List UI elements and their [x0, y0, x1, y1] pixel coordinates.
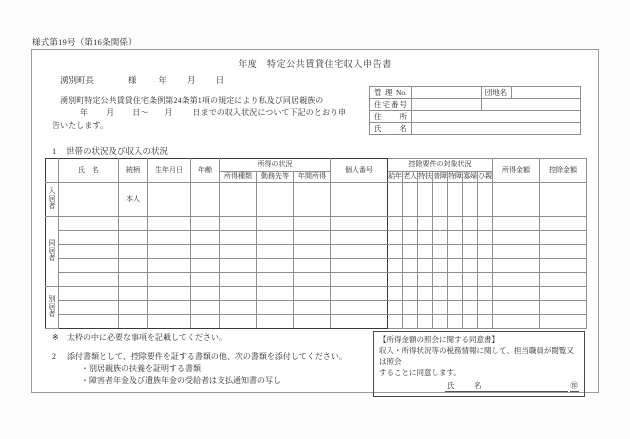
cell-income-amount[interactable] [493, 273, 540, 287]
consent-name-input[interactable] [490, 382, 568, 392]
cell-annual-income[interactable] [294, 217, 331, 231]
cell-mynumber[interactable] [331, 301, 388, 315]
consent-signature-row [379, 381, 579, 393]
cell-deduction[interactable] [403, 315, 418, 329]
cell-age[interactable] [191, 183, 220, 217]
info-row-jutaku [370, 99, 581, 111]
period-start-day[interactable]: 日〜 [132, 108, 149, 118]
cell-deduction[interactable] [463, 301, 478, 315]
cell-income-type[interactable] [220, 315, 257, 329]
period-start-year[interactable]: 年 [80, 108, 89, 118]
cell-age[interactable] [191, 231, 220, 245]
cell-income-amount[interactable] [493, 259, 540, 273]
shimei-value[interactable] [412, 123, 581, 135]
date-month-label[interactable]: 月 [187, 75, 196, 85]
cell-employer[interactable] [257, 231, 294, 245]
table-row [46, 273, 587, 287]
document-title: 年度 特定公共賃貸住宅収入申告書 [238, 59, 392, 69]
cell-deduction[interactable] [463, 259, 478, 273]
cell-mynumber[interactable] [331, 315, 388, 329]
note-2-text: 添付書類として、控除要件を証する書類の他、次の書類を添付してください。 [67, 352, 347, 361]
cell-deduction[interactable] [448, 231, 463, 245]
cell-birthdate[interactable] [148, 315, 191, 329]
cell-birthdate[interactable] [148, 273, 191, 287]
danchi-value-cont[interactable] [481, 99, 581, 111]
cell-deduction[interactable] [388, 273, 403, 287]
section-1-heading [52, 145, 168, 157]
form-sheet [31, 49, 599, 393]
consent-name-label: 氏 名 [445, 381, 490, 393]
cell-deduction[interactable] [388, 315, 403, 329]
notes-spacer [52, 344, 352, 351]
col-deduction-kafu-header: 寡婦 [463, 172, 478, 183]
cell-age[interactable] [191, 315, 220, 329]
addressee-honorific: 様 [128, 75, 137, 85]
cell-income-amount[interactable] [493, 245, 540, 259]
cell-annual-income[interactable] [294, 301, 331, 315]
cell-deduction[interactable] [388, 287, 403, 301]
cell-employer[interactable] [257, 287, 294, 301]
cell-deduction[interactable] [478, 245, 493, 259]
cell-income-amount[interactable] [493, 231, 540, 245]
group-char: 居 [48, 246, 56, 255]
household-table-wrap [45, 158, 587, 329]
cell-relation[interactable] [119, 273, 148, 287]
col-deduction-tokufu-header: 特扶 [418, 172, 433, 183]
note-1 [52, 332, 352, 344]
cell-deduction-amount[interactable] [540, 315, 587, 329]
cell-name[interactable] [59, 217, 119, 231]
note-1-text: 太枠の中に必要な事項を記載してください。 [67, 333, 227, 342]
table-body [46, 183, 587, 329]
cell-deduction[interactable] [463, 287, 478, 301]
cell-deduction[interactable] [463, 183, 478, 217]
group-label-dokyosha [46, 217, 59, 287]
cell-income-amount[interactable] [493, 301, 540, 315]
cell-income-type[interactable] [220, 287, 257, 301]
jusho-value[interactable] [412, 111, 581, 123]
statement-line-2 [52, 107, 372, 119]
col-name-header: 氏 名 [59, 159, 119, 183]
cell-income-type[interactable] [220, 231, 257, 245]
col-deduction-hitorioya-header: ひ親 [478, 172, 493, 183]
form-number: 様式第19号（第16条関係） [32, 37, 137, 47]
statement-paragraph [52, 95, 372, 132]
cell-deduction[interactable] [448, 259, 463, 273]
period-end-rest: 日までの収入状況について下記のとおり申 [192, 108, 347, 118]
cell-mynumber[interactable] [331, 259, 388, 273]
danchi-value[interactable] [511, 87, 581, 99]
col-deduction-rojin-header: 老人 [403, 172, 418, 183]
cell-relation[interactable] [119, 301, 148, 315]
cell-age[interactable] [191, 273, 220, 287]
cell-deduction[interactable] [448, 301, 463, 315]
group-char: 居 [48, 194, 56, 203]
cell-deduction[interactable] [418, 301, 433, 315]
group-char: 者 [48, 202, 56, 211]
cell-relation[interactable] [119, 287, 148, 301]
group-char: 入 [48, 186, 56, 195]
cell-name[interactable] [59, 183, 119, 217]
cell-deduction[interactable] [433, 231, 448, 245]
cell-income-amount[interactable] [493, 183, 540, 217]
cell-deduction[interactable] [403, 301, 418, 315]
cell-deduction[interactable] [433, 259, 448, 273]
header-row-1 [46, 159, 587, 172]
cell-income-type[interactable] [220, 301, 257, 315]
info-row-kanri [370, 87, 581, 99]
cell-deduction[interactable] [478, 217, 493, 231]
col-income-type-header: 所得種類 [220, 172, 257, 183]
cell-deduction[interactable] [403, 273, 418, 287]
consent-body-line-2: することに同意します。 [379, 367, 461, 377]
group-label-bekkyosha [46, 287, 59, 329]
col-income-amount-header: 所得金額 [493, 159, 540, 183]
cell-deduction[interactable] [448, 183, 463, 217]
cell-name[interactable] [59, 301, 119, 315]
cell-deduction[interactable] [418, 315, 433, 329]
cell-employer[interactable] [257, 273, 294, 287]
cell-deduction[interactable] [418, 231, 433, 245]
cell-name[interactable] [59, 315, 119, 329]
cell-deduction-amount[interactable] [540, 287, 587, 301]
section-1-number: 1 [52, 146, 57, 156]
cell-deduction[interactable] [418, 287, 433, 301]
cell-birthdate[interactable] [148, 287, 191, 301]
info-row-jusho [370, 111, 581, 123]
danchi-label: 団地名 [481, 87, 511, 99]
cell-deduction-amount[interactable] [540, 231, 587, 245]
cell-name[interactable] [59, 245, 119, 259]
cell-age[interactable] [191, 287, 220, 301]
cell-deduction[interactable] [478, 287, 493, 301]
period-end-month[interactable]: 月 [164, 108, 173, 118]
cell-income-amount[interactable] [493, 217, 540, 231]
jutaku-bango-label: 住宅番号 [370, 99, 412, 111]
seal-icon[interactable]: ㊞ [570, 381, 580, 393]
cell-relation[interactable] [119, 259, 148, 273]
cell-annual-income[interactable] [294, 287, 331, 301]
kanri-no-label: 管 理 No. [370, 87, 412, 99]
cell-birthdate[interactable] [148, 245, 191, 259]
cell-employer[interactable] [257, 315, 294, 329]
kanri-no-value[interactable] [412, 87, 482, 99]
cell-income-type[interactable] [220, 183, 257, 217]
period-start-month[interactable]: 月 [106, 108, 115, 118]
cell-mynumber[interactable] [331, 287, 388, 301]
table-row [46, 315, 587, 329]
cell-name[interactable] [59, 231, 119, 245]
household-income-table [45, 158, 587, 329]
cell-deduction-amount[interactable] [540, 273, 587, 287]
cell-employer[interactable] [257, 301, 294, 315]
group-char: 居 [48, 302, 56, 311]
cell-name[interactable] [59, 287, 119, 301]
cell-deduction[interactable] [388, 183, 403, 217]
cell-deduction[interactable] [388, 301, 403, 315]
table-head [46, 159, 587, 183]
cell-deduction[interactable] [478, 183, 493, 217]
cell-name[interactable] [59, 259, 119, 273]
cell-deduction[interactable] [388, 217, 403, 231]
cell-annual-income[interactable] [294, 231, 331, 245]
addressee-line [60, 74, 224, 86]
cell-annual-income[interactable] [294, 259, 331, 273]
col-deduction-kyunen-header: 給年 [388, 172, 403, 183]
cell-name[interactable] [59, 273, 119, 287]
cell-mynumber[interactable] [331, 183, 388, 217]
cell-deduction[interactable] [403, 259, 418, 273]
cell-income-type[interactable] [220, 217, 257, 231]
col-deduction-amount-header: 控除金額 [540, 159, 587, 183]
col-income-status-header: 所得の状況 [220, 159, 331, 172]
cell-deduction-amount[interactable] [540, 183, 587, 217]
jutaku-bango-value[interactable] [412, 99, 482, 111]
cell-age[interactable] [191, 259, 220, 273]
table-row [46, 245, 587, 259]
cell-deduction[interactable] [463, 245, 478, 259]
consent-title: 【所得金額の照会に関する同意書】 [379, 335, 499, 344]
cell-deduction[interactable] [478, 315, 493, 329]
cell-birthdate[interactable] [148, 301, 191, 315]
statement-line-1: 湧別町特定公共賃貸住宅条例第24条第1項の規定により私及び同居親族の [60, 96, 324, 105]
cell-birthdate[interactable] [148, 183, 191, 217]
cell-deduction[interactable] [478, 301, 493, 315]
cell-deduction[interactable] [448, 245, 463, 259]
cell-birthdate[interactable] [148, 217, 191, 231]
note-2 [52, 351, 352, 387]
cell-deduction[interactable] [403, 183, 418, 217]
table-row [46, 259, 587, 273]
cell-deduction[interactable] [448, 273, 463, 287]
table-row [46, 231, 587, 245]
property-info-table [369, 86, 581, 135]
group-char: 同 [48, 238, 56, 247]
cell-annual-income[interactable] [294, 315, 331, 329]
addressee-name: 湧別町長 [60, 75, 95, 85]
cell-deduction[interactable] [433, 183, 448, 217]
cell-age[interactable] [191, 217, 220, 231]
cell-deduction[interactable] [463, 273, 478, 287]
cell-deduction-amount[interactable] [540, 259, 587, 273]
cell-mynumber[interactable] [331, 273, 388, 287]
cell-deduction-amount[interactable] [540, 245, 587, 259]
group-char: 別 [48, 294, 56, 303]
col-group-header [46, 159, 59, 183]
cell-relation[interactable]: 本人 [119, 183, 148, 217]
col-annual-income-header: 年間所得 [294, 172, 331, 183]
cell-deduction[interactable] [403, 287, 418, 301]
cell-deduction[interactable] [478, 259, 493, 273]
cell-deduction[interactable] [463, 217, 478, 231]
cell-deduction[interactable] [448, 315, 463, 329]
cell-deduction[interactable] [418, 183, 433, 217]
cell-birthdate[interactable] [148, 231, 191, 245]
note-2-bullet: ・障害者年金及び遺族年金の受給者は支払通知書の写し [81, 376, 281, 385]
cell-income-amount[interactable] [493, 287, 540, 301]
cell-relation[interactable] [119, 315, 148, 329]
cell-employer[interactable] [257, 245, 294, 259]
note-2-bullet: ・別居親族の扶養を証明する書類 [81, 364, 201, 373]
consent-body-line-1: 収入・所得状況等の税務情報に関して、担当職員が閲覧又は照会 [379, 345, 574, 366]
cell-deduction[interactable] [403, 217, 418, 231]
cell-deduction[interactable] [448, 217, 463, 231]
cell-annual-income[interactable] [294, 183, 331, 217]
cell-relation[interactable] [119, 217, 148, 231]
cell-income-type[interactable] [220, 273, 257, 287]
col-employer-header: 勤務先等 [257, 172, 294, 183]
cell-deduction[interactable] [418, 259, 433, 273]
cell-deduction[interactable] [433, 217, 448, 231]
col-birthdate-header: 生年月日 [148, 159, 191, 183]
section-1-title: 世帯の状況及び収入の状況 [66, 146, 169, 156]
cell-deduction[interactable] [463, 231, 478, 245]
shimei-label: 氏 名 [370, 123, 412, 135]
cell-deduction[interactable] [433, 273, 448, 287]
cell-mynumber[interactable] [331, 231, 388, 245]
note-1-mark: ※ [52, 333, 59, 342]
col-mynumber-header: 個人番号 [331, 159, 388, 183]
consent-box [373, 331, 585, 397]
cell-deduction[interactable] [388, 245, 403, 259]
cell-deduction[interactable] [433, 287, 448, 301]
cell-relation[interactable] [119, 245, 148, 259]
note-2-mark: 2 [52, 352, 56, 361]
cell-relation[interactable] [119, 231, 148, 245]
cell-income-type[interactable] [220, 259, 257, 273]
cell-age[interactable] [191, 245, 220, 259]
cell-annual-income[interactable] [294, 245, 331, 259]
cell-employer[interactable] [257, 183, 294, 217]
cell-age[interactable] [191, 301, 220, 315]
cell-deduction[interactable] [388, 231, 403, 245]
col-age-header: 年齢 [191, 159, 220, 183]
statement-line-3: 告いたします。 [52, 120, 109, 130]
cell-annual-income[interactable] [294, 273, 331, 287]
group-label-nyukyosha [46, 183, 59, 217]
cell-deduction[interactable] [403, 231, 418, 245]
cell-deduction[interactable] [418, 245, 433, 259]
col-deduction-status-header: 控除要件の対象状況 [388, 159, 493, 172]
table-row [46, 287, 587, 301]
cell-birthdate[interactable] [148, 259, 191, 273]
info-row-shimei [370, 123, 581, 135]
cell-income-amount[interactable] [493, 315, 540, 329]
cell-deduction[interactable] [478, 273, 493, 287]
cell-deduction-amount[interactable] [540, 301, 587, 315]
table-row [46, 183, 587, 217]
cell-deduction[interactable] [403, 245, 418, 259]
col-relation-header: 続柄 [119, 159, 148, 183]
cell-deduction[interactable] [418, 273, 433, 287]
cell-deduction[interactable] [433, 315, 448, 329]
group-char: 者 [48, 310, 56, 319]
jusho-label: 住 所 [370, 111, 412, 123]
date-day-label[interactable]: 日 [215, 75, 225, 85]
cell-deduction-amount[interactable] [540, 217, 587, 231]
cell-deduction[interactable] [433, 301, 448, 315]
cell-deduction[interactable] [478, 231, 493, 245]
col-deduction-tokusho-header: 特障 [448, 172, 463, 183]
cell-deduction[interactable] [388, 259, 403, 273]
cell-deduction[interactable] [448, 287, 463, 301]
col-deduction-fusho-header: 普障 [433, 172, 448, 183]
cell-employer[interactable] [257, 217, 294, 231]
group-char: 者 [48, 254, 56, 263]
table-row [46, 301, 587, 315]
table-row [46, 217, 587, 231]
cell-mynumber[interactable] [331, 217, 388, 231]
cell-deduction[interactable] [418, 217, 433, 231]
date-year-label[interactable]: 年 [158, 75, 168, 85]
cell-income-type[interactable] [220, 245, 257, 259]
cell-employer[interactable] [257, 259, 294, 273]
cell-mynumber[interactable] [331, 245, 388, 259]
notes-section [52, 332, 352, 387]
cell-deduction[interactable] [433, 245, 448, 259]
cell-deduction[interactable] [463, 315, 478, 329]
